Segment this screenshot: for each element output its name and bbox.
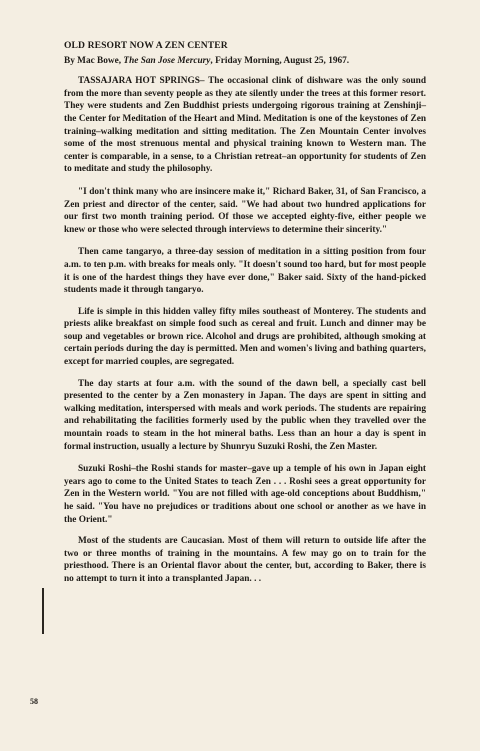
article-byline <box>64 55 426 68</box>
paragraph-2: "I don't think many who are insincere make it," Richard Baker, 31, of San Francisco, a Zen priest and director of the center, said. "We had about two hundred applications for our first two month training period. Of those we accepted eighty-five, either people we knew or those who were selected through interviews to determine their sincerity." <box>64 186 426 235</box>
byline-suffix: , Friday Morning, August 25, 1967. <box>210 55 350 66</box>
article-headline: OLD RESORT NOW A ZEN CENTER <box>64 40 228 51</box>
paragraph-5: The day starts at four a.m. with the sound of the dawn bell, a specially cast bell presented to the center by a Zen monastery in Japan. The days are spent in sitting and walking meditation, interspersed with meals and work periods. The students are repairing and rehabilitating the facilities formerly used by the public when they travelled over the mountain roads to steam in the hot mineral baths. Less than an hour a day is spent in formal instruction, usually a lecture by Shunryu Suzuki Roshi, the Zen Master. <box>64 378 426 452</box>
byline-source: The San Jose Mercury <box>123 55 211 66</box>
paragraph-6: Suzuki Roshi–the Roshi stands for master–gave up a temple of his own in Japan eight years ago to come to the United States to teach Zen . . . Roshi sees a great opportunity for Zen in the Western world. "You are not filled with age-old conceptions about Buddhism," he said. "You have no prejudices or traditions about one school or another as we have in the Orient." <box>64 464 426 525</box>
paragraph-1: TASSAJARA HOT SPRINGS– The occasional clink of dishware was the only sound from the more than seventy people as they ate silently under the trees at this former resort. They were students and Zen Buddhist priests undergoing rigorous training at Zenshinji–the Center for Meditation of the Heart and Mind. Meditation is one of the keystones of Zen training–walking meditation and sitting meditation. The Zen Mountain Center involves some of the most strenuous mental and physical training known to Western man. The center is comparable, in a sense, to a Christian retreat–an opportunity for students of Zen to meditate and study the philosophy. <box>64 76 426 175</box>
paragraph-3: Then came tangaryo, a three-day session of meditation in a sitting position from four a.m. to ten p.m. with breaks for meals only. "It doesn't sound too hard, but for most people it is one of the hardest things they have ever done," Baker said. Sixty of the hand-picked students made it through tangaryo. <box>64 247 426 296</box>
article <box>64 40 426 595</box>
margin-mark <box>42 588 44 634</box>
paragraph-7: Most of the students are Caucasian. Most of them will return to outside life after the two or three months of training in the mountains. A few may go on to train for the priesthood. There is an Oriental flavor about the center, but, according to Baker, there is no attempt to turn it into a transplanted Japan. . . <box>64 536 426 584</box>
paragraph-4: Life is simple in this hidden valley fifty miles southeast of Monterey. The students and priests alike breakfast on simple food such as cereal and fruit. Lunch and dinner may be soup and vegetables or brown rice. Alcohol and drugs are prohibited, although smoking at certain periods during the day is permitted. Men and women's living and bathing quarters, except for married couples, are segregated. <box>64 306 426 368</box>
page-number: 58 <box>30 697 38 706</box>
byline-prefix: By Mac Bowe, <box>64 55 124 66</box>
